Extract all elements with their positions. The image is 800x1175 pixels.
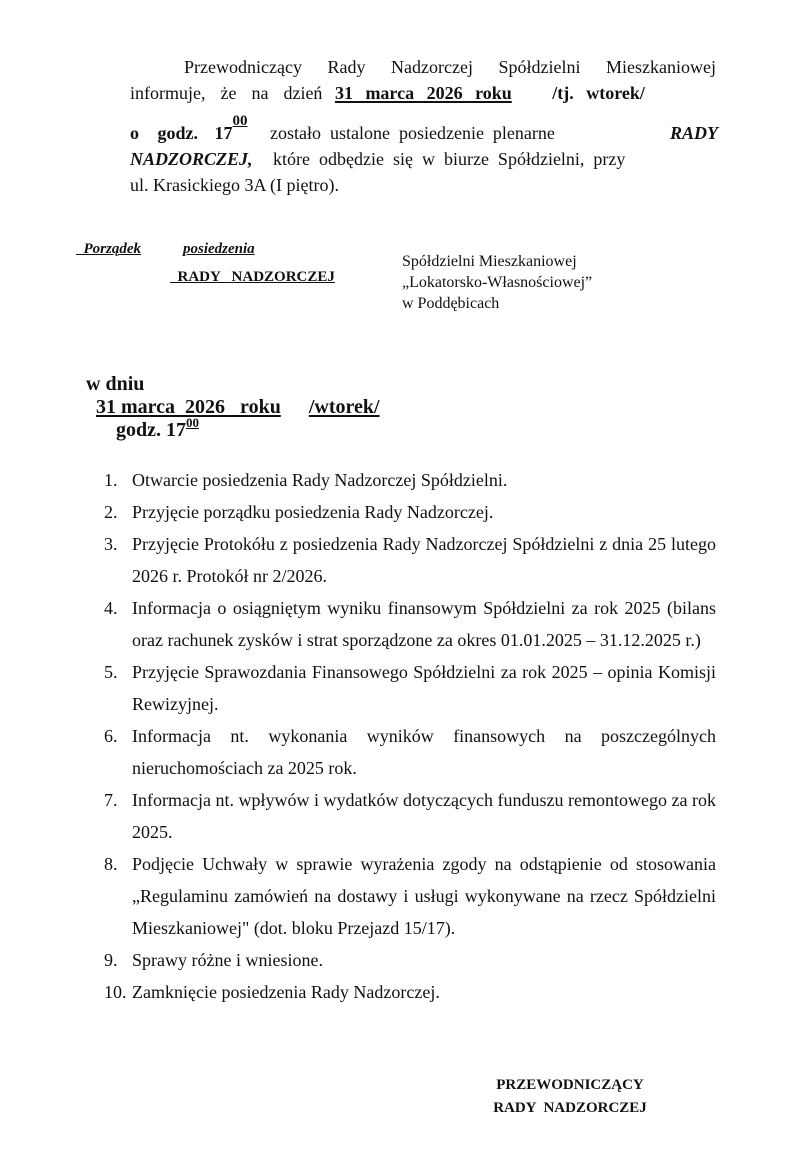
meeting-prefix: w dniu	[86, 373, 145, 395]
agenda-list	[104, 464, 716, 1008]
item-text: Przyjęcie Sprawozdania Finansowego Spółdzielni za rok 2025 – opinia Komisji Rewizyjnej.	[132, 662, 716, 714]
intro-line-4	[130, 148, 704, 170]
intro-line-5	[130, 174, 339, 196]
agenda-item	[104, 976, 716, 1008]
agenda-item	[104, 528, 716, 592]
item-text: Przyjęcie porządku posiedzenia Rady Nadzorczej.	[132, 502, 494, 522]
item-number: 4.	[104, 598, 118, 618]
agenda-item	[104, 848, 716, 944]
item-text: Informacja nt. wpływów i wydatków dotyczących funduszu remontowego za rok 2025.	[132, 790, 716, 842]
item-text: Przyjęcie Protokółu z posiedzenia Rady Nadzorczej Spółdzielni z dnia 25 lutego 2026 r. Protokół nr 2/2026.	[132, 534, 716, 586]
meeting-line	[76, 350, 380, 442]
agenda-item	[104, 784, 716, 848]
porzadek-label: Porządek	[83, 241, 141, 257]
meeting-time-minutes: 00	[186, 415, 199, 430]
item-text: Zamknięcie posiedzenia Rady Nadzorczej.	[132, 982, 440, 1002]
item-text: Informacja o osiągniętym wyniku finansowym Spółdzielni za rok 2025 (bilans oraz rachunek zysków i strat sporządzone za okres 01.01.2025 – 31.12.2025 r.)	[132, 598, 716, 650]
intro-text: Przewodniczący Rady Nadzorczej Spółdzielni Mieszkaniowej	[184, 57, 716, 77]
coop-location: w Poddębicach	[402, 295, 500, 312]
nadzorczej-label: NADZORCZEJ,	[130, 149, 253, 169]
meeting-date-underlined: 31 marca 2026 roku	[96, 396, 281, 418]
rady-label: RADY	[669, 123, 718, 143]
time-prefix: o godz.	[130, 123, 198, 143]
intro-line-2	[130, 82, 716, 104]
agenda-item	[104, 592, 716, 656]
time-hour: 17	[214, 123, 233, 143]
time-minutes: 00	[232, 113, 248, 129]
item-number: 7.	[104, 790, 118, 810]
agenda-item	[104, 464, 716, 496]
intro-text: zostało ustalone posiedzenie plenarne	[270, 123, 555, 143]
item-number: 3.	[104, 534, 118, 554]
agenda-item	[104, 496, 716, 528]
item-number: 8.	[104, 854, 118, 874]
meeting-time: godz. 17	[116, 419, 186, 441]
signature-board: RADY NADZORCZEJ	[493, 1100, 647, 1116]
agenda-item	[104, 944, 716, 976]
intro-prefix: informuje, że na dzień	[130, 83, 323, 103]
item-number: 6.	[104, 726, 118, 746]
meeting-weekday: /tj. wtorek/	[552, 83, 645, 103]
item-text: Otwarcie posiedzenia Rady Nadzorczej Spółdzielni.	[132, 470, 508, 490]
signature-title: PRZEWODNICZĄCY	[496, 1077, 644, 1093]
cooperative-name	[402, 251, 592, 314]
item-number: 5.	[104, 662, 118, 682]
item-text: Informacja nt. wykonania wyników finansowych na poszczególnych nieruchomościach za 2025 rok.	[132, 726, 716, 778]
intro-line-1	[184, 56, 716, 78]
agenda-item	[104, 656, 716, 720]
address: ul. Krasickiego 3A (I piętro).	[130, 175, 339, 195]
intro-text: które odbędzie się w biurze Spółdzielni, przy	[273, 149, 626, 169]
meeting-weekday: /wtorek/	[308, 396, 380, 418]
signature-block	[474, 1074, 666, 1120]
board-name-text: RADY NADZORCZEJ	[177, 269, 335, 285]
item-number: 10.	[104, 982, 127, 1002]
posiedzenia-label: posiedzenia	[183, 241, 255, 257]
item-text: Podjęcie Uchwały w sprawie wyrażenia zgody na odstąpienie od stosowania „Regulaminu zamówień na dostawy i usługi wykonywane na rzecz Spółdzielni Mieszkaniowej" (dot. bloku Przejazd 15/17).	[132, 854, 716, 938]
agenda-item	[104, 720, 716, 784]
coop-line: „Lokatorsko-Własnościowej”	[402, 274, 593, 291]
item-text: Sprawy różne i wniesione.	[132, 950, 323, 970]
item-number: 2.	[104, 502, 118, 522]
item-number: 1.	[104, 470, 118, 490]
item-number: 9.	[104, 950, 118, 970]
meeting-date: 31 marca 2026 roku	[334, 83, 512, 103]
intro-line-3	[130, 113, 718, 144]
coop-line: Spółdzielni Mieszkaniowej	[402, 253, 577, 270]
agenda-board-name	[170, 252, 345, 286]
